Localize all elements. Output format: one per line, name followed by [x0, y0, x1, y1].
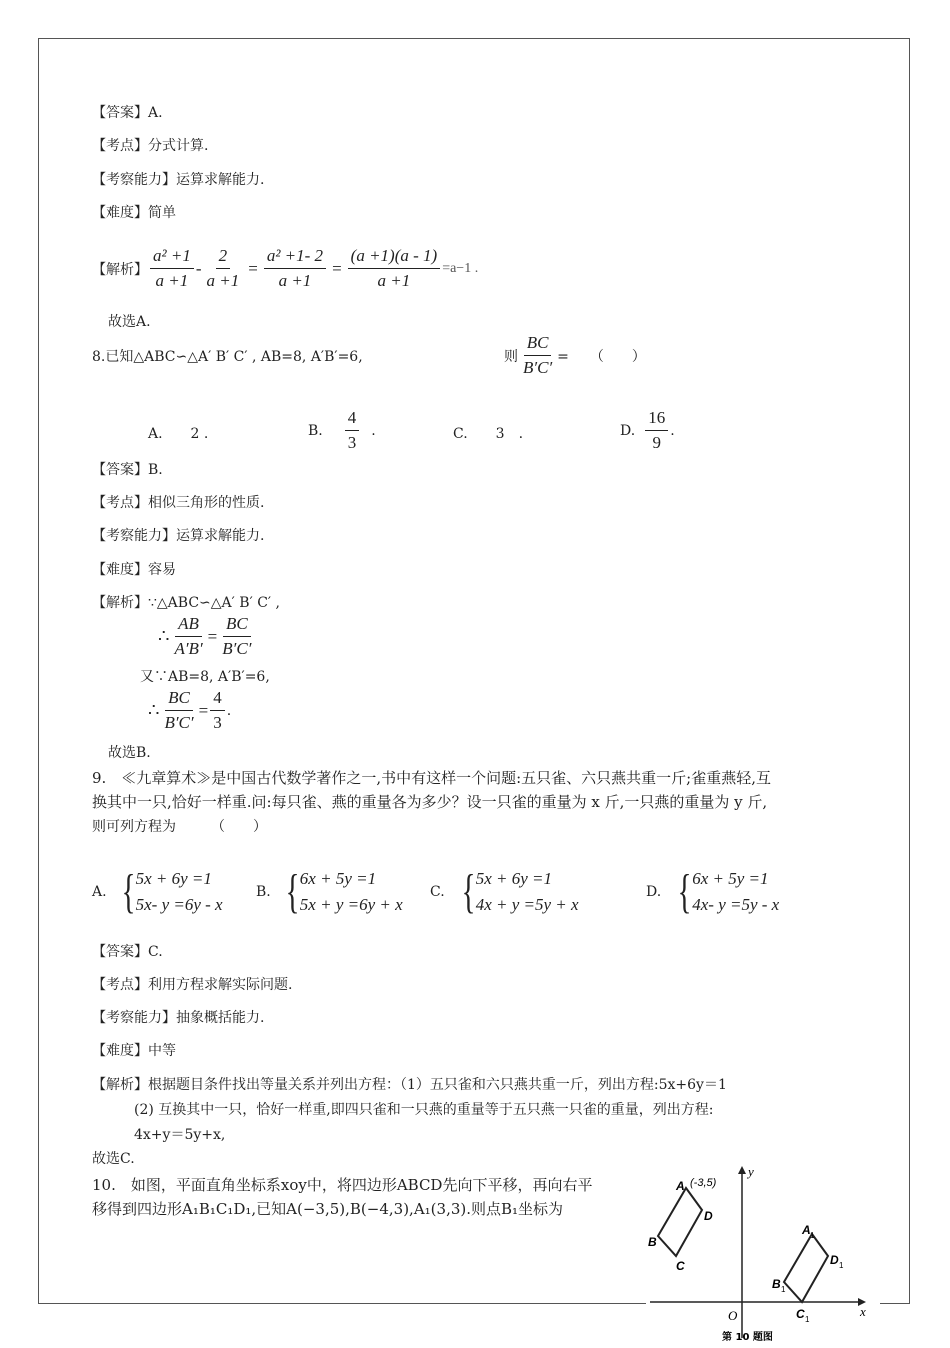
x-axis-label: x: [860, 1304, 866, 1319]
fraction: $\frac{(a +1)(a - 1)}{a +1}$: [348, 246, 441, 291]
analysis-line-3: 4x+y＝5y+x,: [134, 1127, 226, 1143]
q9-option-b: B. { 6x + 5y =1 5x + y =6y + x: [256, 865, 403, 918]
difficulty-line: 【难度】简单: [92, 205, 176, 221]
fraction: $\frac{4}{3}$: [210, 688, 225, 733]
figure-caption: 第 10 题图: [722, 1332, 773, 1343]
answer-line: 【答案】A.: [92, 105, 163, 121]
label-c1: C: [796, 1307, 805, 1321]
label-a1: A: [802, 1223, 811, 1237]
fraction: $\frac{2}{a +1}$: [206, 246, 240, 290]
fraction: $\frac{BC}{B'C'}$: [164, 688, 194, 732]
conclusion-line: 故选C.: [92, 1151, 135, 1167]
q8-option-c: C. 3 .: [453, 426, 524, 442]
label-a: A: [676, 1179, 685, 1193]
q9-option-d: D. { 6x + 5y =1 4x- y =5y - x: [646, 865, 780, 918]
label-b1-subscript: 1: [781, 1285, 786, 1294]
question-10-line-1: 10. 如图，平面直角坐标系xoy中，将四边形ABCD先向下平移，再向右平: [92, 1176, 593, 1194]
label-b: B: [648, 1235, 657, 1249]
question-9-line-3: 则可列方程为 （ ）: [92, 819, 267, 835]
label-a1-subscript: 1: [810, 1231, 815, 1240]
topic-line: 【考点】分式计算.: [92, 138, 209, 154]
label-d: D: [704, 1209, 713, 1223]
fraction: $\frac{AB}{A'B'}$: [174, 614, 203, 658]
handwritten-note: (-3,5): [690, 1177, 717, 1189]
question-9-line-1: 9. ≪九章算术≫是中国古代数学著作之一,书中有这样一个问题:五只雀、六只燕共重一斤;雀重燕轻,互: [92, 769, 771, 787]
conclusion-line: 故选B.: [108, 745, 151, 761]
difficulty-line: 【难度】容易: [92, 562, 176, 578]
ability-line: 【考察能力】运算求解能力.: [92, 528, 265, 544]
question-9-line-2: 换其中一只,恰好一样重.问:每只雀、燕的重量各为多少？设一只雀的重量为 x 斤,一只燕的重量为 y 斤,: [92, 793, 768, 811]
q9-option-a: A. { 5x + 6y =1 5x- y =6y - x: [92, 865, 223, 918]
label-d1: D: [830, 1253, 839, 1267]
label-c1-subscript: 1: [805, 1315, 810, 1324]
analysis-line: 【解析】 $\frac{\text{a² +1}}{a +1}$ - $\frac{2}{a +1}$ = $\frac{\text{a² +1- 2}}{a +1}$ = $\frac{(a +1)(a - 1)}{a +1}$ =a−1 .: [92, 246, 479, 290]
label-d1-subscript: 1: [839, 1261, 844, 1270]
topic-line: 【考点】利用方程求解实际问题.: [92, 977, 293, 993]
analysis-result-line: ∴ $\frac{BC}{B'C'}$ = $\frac{4}{3}$ .: [148, 688, 232, 732]
analysis-line: 【解析】根据题目条件找出等量关系并列出方程：（1）五只雀和六只燕共重一斤，列出方程:5x+6y＝1: [92, 1077, 727, 1093]
fraction: $\frac{16}{9}$: [645, 408, 668, 453]
analysis-ratio-line: ∴ $\frac{AB}{A'B'}$ = $\frac{BC}{B'C'}$: [158, 614, 256, 659]
y-axis-label: y: [748, 1164, 754, 1179]
analysis-given-line: 又∵AB=8, A′B′=6,: [140, 669, 270, 685]
q8-option-d: D. $\frac{16}{9}$ .: [620, 408, 675, 452]
coordinate-figure: [646, 1160, 880, 1344]
answer-line: 【答案】B.: [92, 462, 163, 478]
fraction: $\frac{BC}{B'C'}$: [523, 333, 553, 377]
fraction: $\frac{BC}{B'C'}$: [222, 614, 252, 658]
question-8-stem: 8.已知△ABC∽△A′ B′ C′ , AB=8, A′B′=6,: [92, 349, 363, 365]
conclusion-line: 故选A.: [108, 314, 151, 330]
label-c: C: [676, 1259, 685, 1273]
fraction: $\frac{4}{3}$: [345, 408, 360, 453]
ability-line: 【考察能力】抽象概括能力.: [92, 1010, 265, 1026]
fraction: $\frac{\text{a² +1- 2}}{a +1}$: [264, 246, 326, 291]
difficulty-line: 【难度】中等: [92, 1043, 176, 1059]
fraction: $\frac{\text{a² +1}}{a +1}$: [150, 246, 194, 291]
analysis-line: 【解析】∵△ABC∽△A′ B′ C′ ,: [92, 595, 280, 611]
q8-option-a: A. 2 .: [148, 426, 209, 442]
q9-option-c: C. { 5x + 6y =1 4x + y =5y + x: [430, 865, 579, 918]
origin-label: O: [728, 1308, 738, 1323]
question-8-ask: 则 $\frac{BC}{B'C'}$ = （ ）: [504, 333, 646, 377]
q8-option-b: B. $\frac{4}{3}$ .: [308, 408, 376, 452]
figure-svg: [646, 1160, 880, 1344]
ability-line: 【考察能力】运算求解能力.: [92, 172, 265, 188]
label-b1: B: [772, 1277, 781, 1291]
analysis-line-2: (2) 互换其中一只，恰好一样重,即四只雀和一只燕的重量等于五只燕一只雀的重量，列出方程:: [134, 1102, 714, 1118]
question-10-line-2: 移得到四边形A₁B₁C₁D₁,已知A(−3,5),B(−4,3),A₁(3,3).则点B₁坐标为: [92, 1200, 564, 1218]
topic-line: 【考点】相似三角形的性质.: [92, 495, 265, 511]
answer-line: 【答案】C.: [92, 944, 163, 960]
